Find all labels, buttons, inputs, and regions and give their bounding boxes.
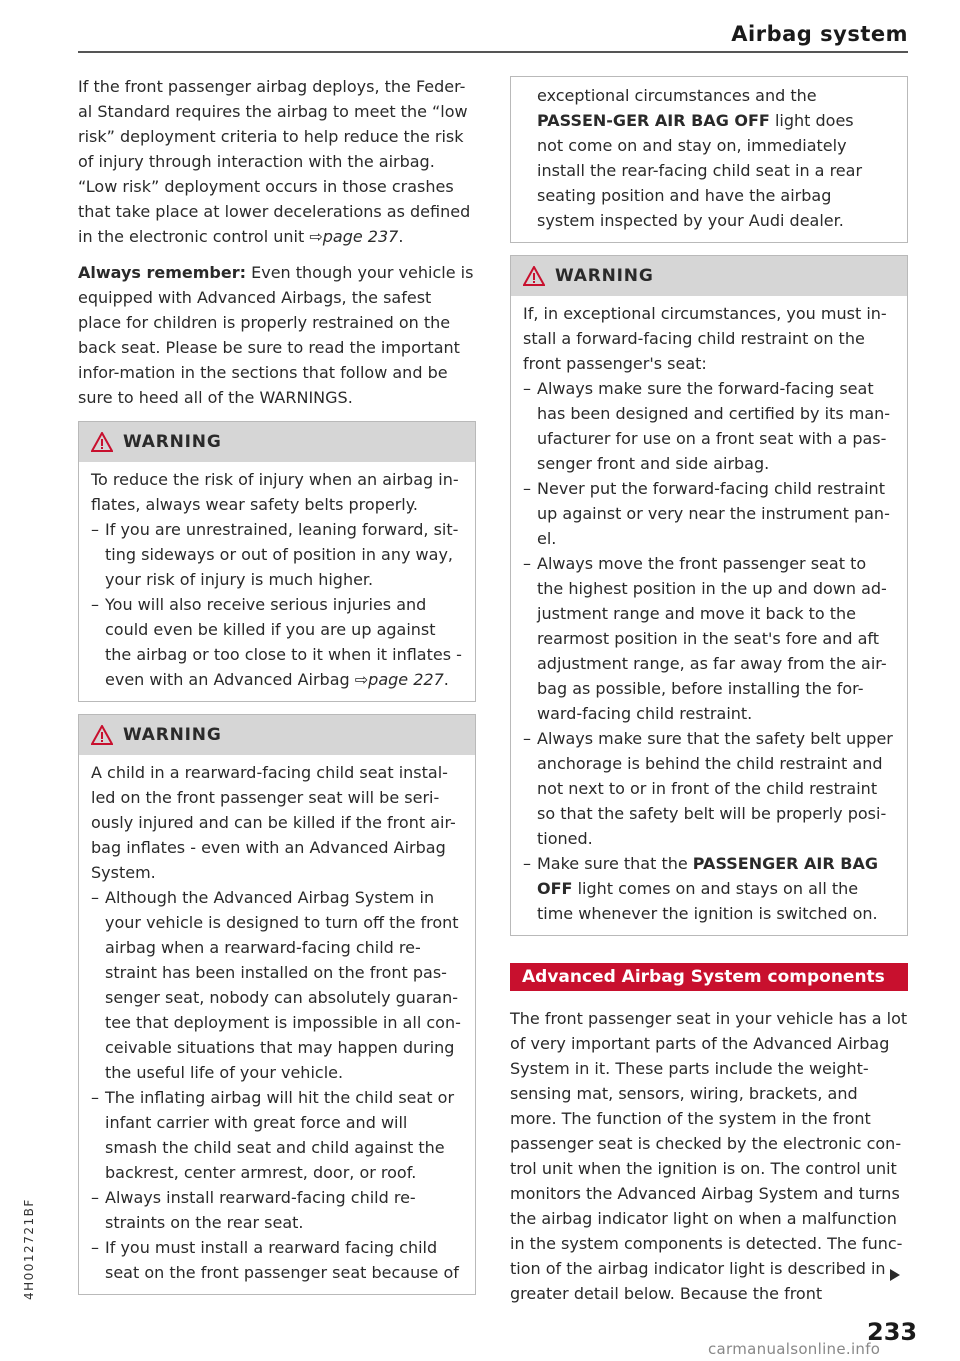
watermark: carmanualsonline.info (708, 1340, 881, 1358)
document-code: 4H0012721BF (22, 1198, 36, 1300)
warning-list (79, 885, 475, 1285)
warning-header (511, 256, 907, 296)
warning-intro: To reduce the risk of injury when an airbag in-flates, always wear safety belts properly. (91, 470, 459, 514)
page-ref-link[interactable]: page 227 (368, 670, 444, 689)
page-number: 233 (867, 1318, 918, 1346)
list-item: – Always move the front passenger seat to the highest position in the up and down ad-justment range and move it back to the rearmost position in the seat's fore and aft adjustment range, as far away from the air-bag as possible, before installing the for-ward-facing child restraint. (523, 551, 895, 726)
list-item: – Always install rearward-facing child re-straints on the rear seat. (91, 1185, 463, 1235)
warning-title: WARNING (123, 432, 222, 452)
next-page-triangle-icon[interactable] (888, 1268, 902, 1282)
list-item-text: You will also receive serious injuries and could even be killed if you are up against the airbag or too close to it when it inflates - even with an Advanced Airbag (105, 595, 462, 689)
warning-triangle-icon (523, 266, 545, 286)
list-item-text-a: Make sure that the (537, 854, 688, 873)
warning-intro: If, in exceptional circumstances, you must in-stall a forward-facing child restraint on the front passenger's seat: (523, 304, 887, 373)
always-remember-paragraph (78, 260, 476, 410)
passenger-airbag-off-label: PASSEN-GER AIR BAG OFF (537, 111, 770, 130)
warning-title: WARNING (123, 725, 222, 745)
warning-continuation-box (510, 76, 908, 243)
warning-box (78, 421, 476, 702)
left-column (78, 74, 476, 1307)
warning-list (79, 517, 475, 692)
list-item: – Never put the forward-facing child restraint up against or very near the instrument pan-el. (523, 476, 895, 551)
warning-triangle-icon (91, 432, 113, 452)
list-item: – You will also receive serious injuries and could even be killed if you are up against the airbag or too close to it when it inflates - even with an Advanced Airbag ⇨page 227. (91, 592, 463, 692)
list-item: – Although the Advanced Airbag System in your vehicle is designed to turn off the front airbag when a rearward-facing child re-straint has been installed on the front pas-senger seat, nobody can absolutely guaran-tee that deployment is impossible in all con-ceivable situations that may happen during the useful life of your vehicle. (91, 885, 463, 1085)
section-heading: Advanced Airbag System components (510, 963, 908, 991)
warning-title: WARNING (555, 266, 654, 286)
page-ref-link[interactable]: page 237 (322, 227, 399, 246)
list-item (523, 851, 895, 926)
list-item: – Always make sure that the safety belt upper anchorage is behind the child restraint and not next to or in front of the child restraint so that the safety belt will be properly posi-tioned. (523, 726, 895, 851)
intro-paragraph: If the front passenger airbag deploys, the Feder-al Standard requires the airbag to meet the “low risk” deployment criteria to help reduce the risk of injury through interaction with the airbag. “Low risk” deployment occurs in those crashes that take place at lower decelerations as defined in the electronic control unit ⇨page 237. (78, 77, 471, 246)
warning-header (79, 715, 475, 755)
list-item: – If you are unrestrained, leaning forward, sit-ting sideways or out of position in any way, your risk of injury is much higher. (91, 517, 463, 592)
header-rule (78, 51, 908, 53)
warning-triangle-icon (91, 725, 113, 745)
warning-continuation-text (511, 81, 907, 233)
list-item: – Always make sure the forward-facing seat has been designed and certified by its man-ufacturer for use on a front seat with a pas-senger front and side airbag. (523, 376, 895, 476)
continuation-text-b: light does not come on and stay on, immediately install the rear-facing child seat in a rear seating position and have the airbag system inspected by your Audi dealer. (537, 111, 863, 230)
continuation-text-a: exceptional circumstances and the (537, 86, 817, 105)
warning-intro: A child in a rearward-facing child seat instal-led on the front passenger seat will be seri-ously injured and can be killed if the front air-bag inflates - even with an Advanced Airbag System. (91, 763, 456, 882)
arrow-right-icon: ⇨ (354, 670, 369, 689)
list-item: – If you must install a rearward facing child seat on the front passenger seat because of (91, 1235, 463, 1285)
arrow-right-icon: ⇨ (309, 227, 323, 246)
warning-header (79, 422, 475, 462)
list-item-text-b: light comes on and stays on all the time whenever the ignition is switched on. (537, 879, 878, 923)
warning-box (78, 714, 476, 1295)
always-remember-text: Even though your vehicle is equipped with Advanced Airbags, the safest place for children is properly restrained on the back seat. Please be sure to read the important infor-mation in the sections that follow and be sure to heed all of the WARNINGS. (78, 263, 474, 407)
right-column (510, 76, 908, 1317)
always-remember-label: Always remember: (78, 263, 247, 282)
passenger-airbag-off-label: PASSENGER AIR BAG OFF (537, 854, 878, 898)
section-paragraph: The front passenger seat in your vehicle has a lot of very important parts of the Advanced Airbag System in it. These parts include the weight-sensing mat, sensors, wiring, brackets, and more. The function of the system in the front passenger seat is checked by the electronic con-trol unit when the ignition is on. The control unit monitors the Advanced Airbag System and turns the airbag indicator light on when a malfunction in the system components is detected. The func-tion of the airbag indicator light is described in greater detail below. Because the front (510, 1009, 908, 1303)
list-item: – The inflating airbag will hit the child seat or infant carrier with great force and will smash the child seat and child against the backrest, center armrest, door, or roof. (91, 1085, 463, 1185)
intro-text: If the front passenger airbag deploys, the Feder-al Standard requires the airbag to meet the “low risk” deployment criteria to help reduce the risk of injury through interaction with the airbag. “Low risk” deployment occurs in those crashes that take place at lower decelerations as defined in the electronic control unit (78, 77, 471, 246)
warning-list (511, 376, 907, 926)
page-title: Airbag system (731, 22, 908, 46)
warning-box (510, 255, 908, 936)
